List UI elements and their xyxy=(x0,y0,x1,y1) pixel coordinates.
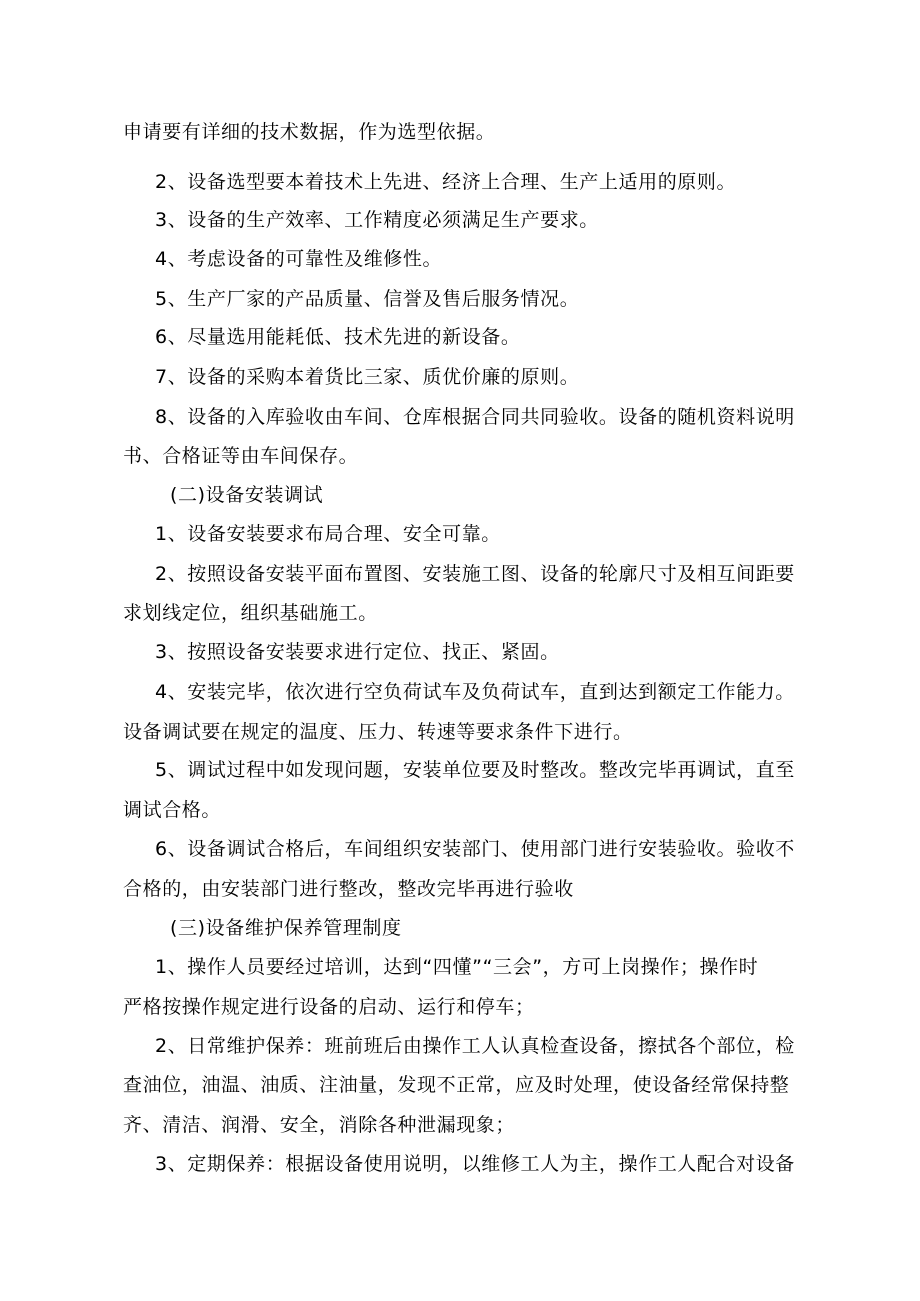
paragraph-line: 3、设备的生产效率、工作精度必须满足生产要求。 xyxy=(155,209,599,231)
paragraph-line: 求划线定位，组织基础施工。 xyxy=(123,602,378,624)
paragraph-line: 6、尽量选用能耗低、技术先进的新设备。 xyxy=(155,326,521,348)
paragraph-line: 严格按操作规定进行设备的启动、运行和停车； xyxy=(123,996,535,1018)
paragraph-line: 合格的，由安装部门进行整改，整改完毕再进行验收 xyxy=(123,878,574,900)
paragraph-line: 调试合格。 xyxy=(123,799,222,821)
paragraph-line: 1、操作人员要经过培训，达到“四懂”“三会”，方可上岗操作；操作时 xyxy=(155,956,759,978)
paragraph-line: 申请要有详细的技术数据，作为选型依据。 xyxy=(123,121,496,143)
paragraph-line: 齐、清洁、润滑、安全，消除各种泄漏现象； xyxy=(123,1114,516,1136)
section-heading: (二)设备安装调试 xyxy=(170,484,324,506)
paragraph-line: 7、设备的采购本着货比三家、质优价廉的原则。 xyxy=(155,366,580,388)
paragraph-line: 4、考虑设备的可靠性及维修性。 xyxy=(155,248,443,270)
section-heading: (三)设备维护保养管理制度 xyxy=(170,917,402,939)
paragraph-line: 6、设备调试合格后，车间组织安装部门、使用部门进行安装验收。验收不 xyxy=(155,838,795,860)
paragraph-line: 3、定期保养：根据设备使用说明，以维修工人为主，操作工人配合对设备 xyxy=(155,1153,795,1175)
paragraph-line: 设备调试要在规定的温度、压力、转速等要求条件下进行。 xyxy=(123,721,633,743)
paragraph-line: 2、按照设备安装平面布置图、安装施工图、设备的轮廓尺寸及相互间距要 xyxy=(155,563,795,585)
paragraph-line: 5、调试过程中如发现问题，安装单位要及时整改。整改完毕再调试，直至 xyxy=(155,759,795,781)
paragraph-line: 3、按照设备安装要求进行定位、找正、紧固。 xyxy=(155,641,560,663)
paragraph-line: 8、设备的入库验收由车间、仓库根据合同共同验收。设备的随机资料说明 xyxy=(155,406,795,428)
paragraph-line: 4、安装完毕，依次进行空负荷试车及负荷试车，直到达到额定工作能力。 xyxy=(155,681,795,703)
paragraph-line: 2、设备选型要本着技术上先进、经济上合理、生产上适用的原则。 xyxy=(155,171,737,193)
paragraph-line: 查油位，油温、油质、注油量，发现不正常，应及时处理，使设备经常保持整 xyxy=(123,1074,790,1096)
paragraph-line: 5、生产厂家的产品质量、信誉及售后服务情况。 xyxy=(155,288,580,310)
paragraph-line: 1、设备安装要求布局合理、安全可靠。 xyxy=(155,523,501,545)
paragraph-line: 书、合格证等由车间保存。 xyxy=(123,445,359,467)
paragraph-line: 2、日常维护保养：班前班后由操作工人认真检查设备，擦拭各个部位，检 xyxy=(155,1035,795,1057)
